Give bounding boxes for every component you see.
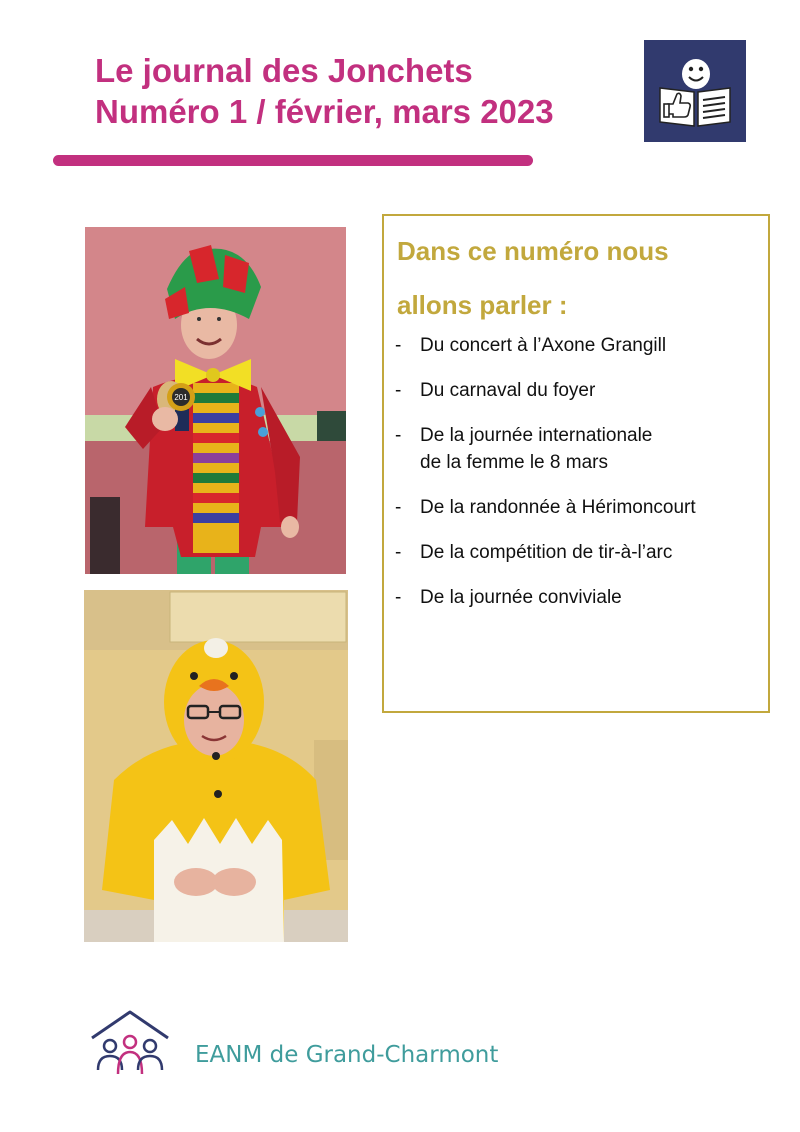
topic-item-womens-day [395, 422, 696, 476]
topic-text: Du carnaval du foyer [420, 380, 596, 401]
list-dash: - [395, 425, 402, 446]
topic-text: De la randonnée à Hérimoncourt [420, 497, 696, 518]
list-dash: - [395, 542, 402, 563]
title-underline [53, 155, 533, 166]
journal-title-line-1: Le journal des Jonchets [95, 52, 473, 89]
svg-text:201: 201 [174, 393, 188, 402]
chick-costume-photo [84, 590, 348, 942]
list-dash: - [395, 497, 402, 518]
summary-heading [397, 224, 669, 332]
list-dash: - [395, 380, 402, 401]
topic-item-archery [395, 539, 696, 566]
list-dash: - [395, 335, 402, 356]
topic-item-convivial-day [395, 584, 696, 611]
topic-text: De la journée internationale [420, 425, 653, 446]
topic-text-continued: de la femme le 8 mars [420, 452, 608, 473]
topic-list [395, 332, 696, 629]
topic-text: Du concert à l’Axone Grangill [420, 335, 667, 356]
topic-item-concert [395, 332, 696, 359]
summary-heading-line-1: Dans ce numéro nous [397, 236, 669, 266]
list-dash: - [395, 587, 402, 608]
topic-item-hike [395, 494, 696, 521]
house-with-people-icon [88, 1008, 172, 1082]
summary-heading-line-2: allons parler : [397, 290, 568, 320]
easy-to-read-reader-thumbs-up-icon [644, 40, 746, 142]
topic-item-carnival [395, 377, 696, 404]
clown-trophy-photo [85, 227, 346, 574]
journal-issue-line: Numéro 1 / février, mars 2023 [95, 93, 554, 130]
journal-title [95, 50, 554, 132]
organization-name: EANM de Grand-Charmont [195, 1042, 499, 1068]
topic-text: De la compétition de tir-à-l’arc [420, 542, 673, 563]
topic-text: De la journée conviviale [420, 587, 622, 608]
issue-summary-box [382, 214, 770, 713]
